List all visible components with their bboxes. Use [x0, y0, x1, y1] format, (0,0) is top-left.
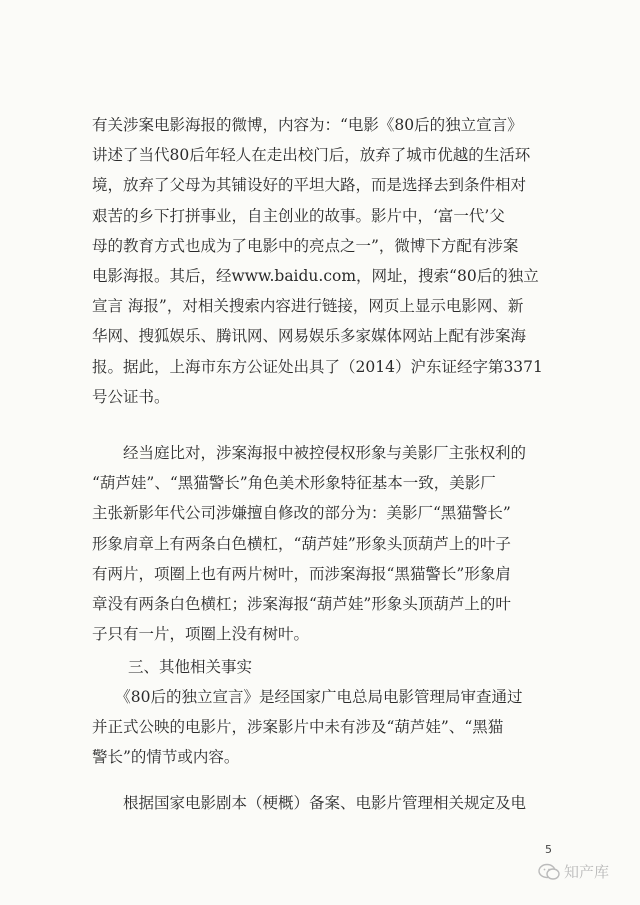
text-line: 子只有一片，项圈上没有树叶。	[92, 625, 310, 644]
text-line: 华网、搜狐娱乐、腾讯网、网易娱乐多家媒体网站上配有涉案海	[92, 327, 527, 346]
paragraph-2	[92, 438, 564, 649]
paragraph-1	[92, 110, 564, 412]
text-line: 讲述了当代80后年轻人在走出校门后，放弃了城市优越的生活环	[92, 146, 531, 165]
text-line: 《80后的独立宣言》是经国家广电总局电影管理局审查通过	[92, 688, 523, 706]
text-line: 警长”的情节或内容。	[92, 748, 240, 767]
text-line: 并正式公映的电影片，涉案影片中未有涉及“葫芦娃”、“黑猫	[92, 718, 504, 737]
text-line: 母的教育方式也成为了电影中的亮点之一”，微博下方配有涉案	[92, 236, 519, 255]
text-line: 经当庭比对，涉案海报中被控侵权形象与美影厂主张权利的	[92, 444, 527, 462]
watermark	[538, 861, 609, 882]
section-heading: 三、其他相关事实	[128, 658, 253, 676]
text-line: 形象肩章上有两条白色横杠，“葫芦娃”形象头顶葫芦上的叶子	[92, 534, 511, 553]
text-line: 根据国家电影剧本（梗概）备案、电影片管理相关规定及电	[92, 794, 527, 812]
paragraph-4	[92, 788, 564, 818]
text-line: 有两片，项圈上也有两片树叶，而涉案海报“黑猫警长”形象肩	[92, 564, 511, 583]
text-line: 电影海报。其后，经www.baidu.com，网址，搜索“80后的独立	[92, 266, 539, 285]
text-line: 主张新影年代公司涉嫌擅自修改的部分为：美影厂“黑猫警长”	[92, 504, 511, 523]
chat-bubble-icon	[538, 863, 560, 881]
text-line: 章没有两条白色横杠；涉案海报“葫芦娃”形象头顶葫芦上的叶	[92, 594, 511, 613]
text-line: 号公证书。	[92, 387, 170, 406]
text-line: “葫芦娃”、“黑猫警长”角色美术形象特征基本一致，美影厂	[92, 474, 496, 493]
page-number: 5	[545, 843, 552, 856]
text-line: 有关涉案电影海报的微博，内容为：“电影《80后的独立宣言》	[92, 116, 523, 134]
text-line: 艰苦的乡下打拼事业，自主创业的故事。影片中，‘富一代’父	[92, 206, 505, 225]
text-line: 境，放弃了父母为其铺设好的平坦大路，而是选择去到条件相对	[92, 176, 527, 195]
watermark-text: 知产库	[564, 863, 610, 881]
paragraph-3	[92, 682, 564, 773]
text-line: 报。据此，上海市东方公证处出具了（2014）沪东证经字第3371	[92, 357, 543, 376]
text-line: 宣言 海报”，对相关搜索内容进行链接，网页上显示电影网、新	[92, 297, 524, 316]
